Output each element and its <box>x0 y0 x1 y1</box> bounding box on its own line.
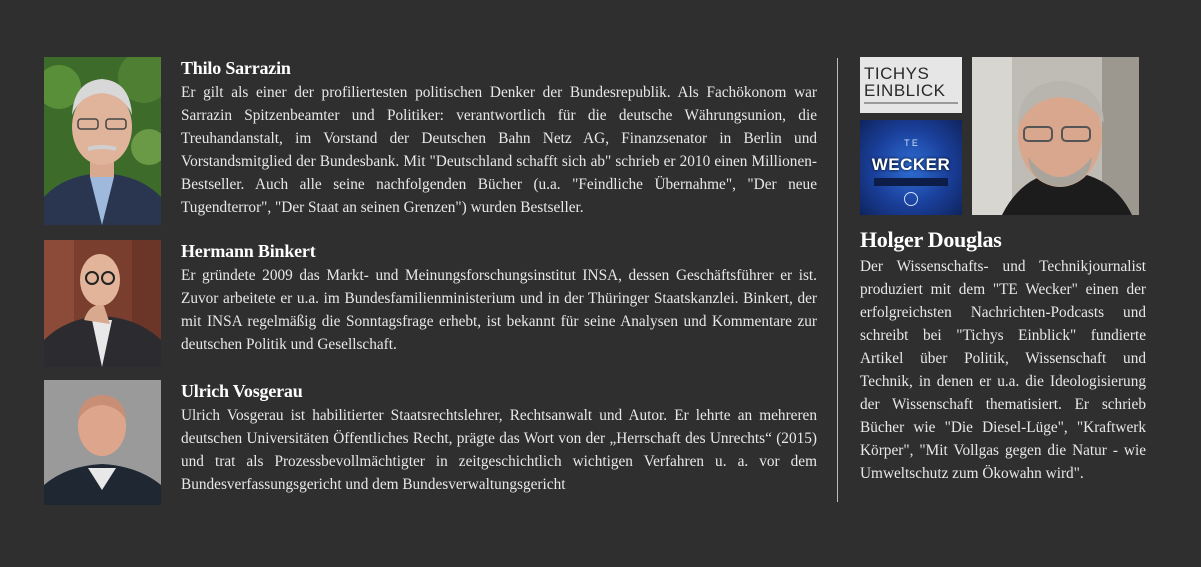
speaker-text <box>181 57 817 219</box>
speaker-name: Hermann Binkert <box>181 241 316 261</box>
featured-name: Holger Douglas <box>860 227 1002 252</box>
featured-bio: Der Wissenschafts- und Technikjournalist produziert mit dem "TE Wecker" einen der erfolgreichsten Nachrichten-Podcasts und schreibt bei "Tichys Einblick" fundierte Artikel über Politik, Wissenschaft und Technik, in denen er u.a. die Ideologisierung der Wissenschaft thematisiert. Er schrieb Bücher wie "Die Diesel-Lüge", "Kraftwerk Körper", "Mit Vollgas gegen die Natur - wie Umweltschutz zum Ökowahn wird". <box>860 258 1146 482</box>
wecker-banner <box>874 178 948 186</box>
speaker-text <box>181 240 817 356</box>
portrait-photo <box>44 57 161 225</box>
logo-text-line2: EINBLICK <box>864 81 946 100</box>
logo-text-line1: TICHYS <box>864 64 930 83</box>
column-divider <box>837 58 838 502</box>
speaker-text <box>181 380 817 496</box>
portrait-photo <box>44 380 161 505</box>
portrait-photo <box>44 240 161 367</box>
speaker-name: Ulrich Vosgerau <box>181 381 303 401</box>
wecker-title: WECKER <box>871 155 951 174</box>
portrait-photo <box>972 57 1139 215</box>
speaker-bio: Ulrich Vosgerau ist habilitierter Staatsrechtslehrer, Rechtsanwalt und Autor. Er lehrte an mehreren deutschen Universitäten Öffentliches Recht, prägte das Wort von der „Herrschaft des Unrechts“ (2015) und trat als Prozessbevollmächtigter in zeitgeschichtlich wichtigen Verfahren u. a. vor dem Bundesverfassungsgericht und dem Bundesverwaltungsgericht <box>181 407 817 493</box>
tichys-einblick-logo <box>860 57 962 113</box>
alarm-clock-icon <box>904 192 918 206</box>
speaker-name: Thilo Sarrazin <box>181 58 291 78</box>
logo-subline <box>864 102 958 104</box>
speaker-bio: Er gilt als einer der profiliertesten politischen Denker der Bundesrepublik. Als Fachökonom war Sarrazin Spitzenbeamter und Politiker: verantwortlich für die deutsche Währungsunion, die Treuhandanstalt, im Vorstand der Deutschen Bahn Netz AG, Finanzsenator in Berlin und Vorstandsmitglied der Bundesbank. Mit "Deutschland schafft sich ab" schrieb er 2010 einen Millionen-Bestseller. Auch alle seine nachfolgenden Bücher (u.a. "Feindliche Übernahme", "Der neue Tugendterror", "Der Staat an seinen Grenzen") wurden Bestseller. <box>181 84 817 216</box>
te-wecker-podcast-logo <box>860 120 962 215</box>
wecker-top-label: T E <box>904 138 918 148</box>
speaker-bio: Er gründete 2009 das Markt- und Meinungsforschungsinstitut INSA, dessen Geschäftsführer er ist. Zuvor arbeitete er u.a. im Bundesfamilienministerium und in der Thüringer Staatskanzlei. Binkert, der mit INSA regelmäßig die Sonntagsfrage erhebt, ist bekannt für seine Analysen und Kommentare zur deutschen Politik und Gesellschaft. <box>181 267 817 353</box>
